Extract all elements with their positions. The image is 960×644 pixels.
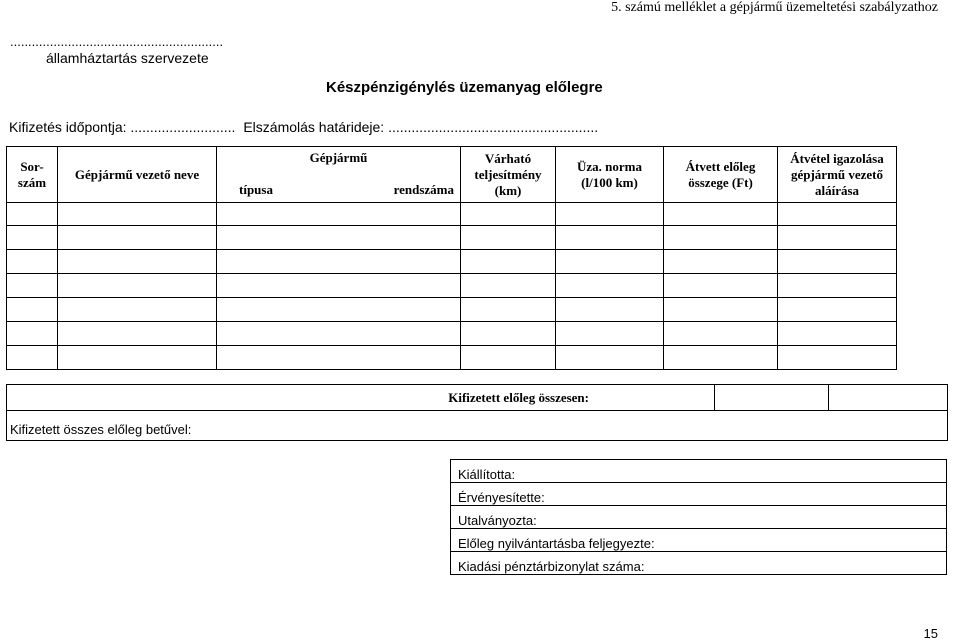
table-cell[interactable] — [58, 298, 217, 322]
table-row — [7, 226, 897, 250]
table-cell[interactable] — [461, 250, 556, 274]
validated-by-field[interactable] — [451, 483, 947, 506]
table-cell[interactable] — [217, 346, 461, 370]
page-number: 15 — [923, 626, 938, 641]
table-cell[interactable] — [7, 250, 58, 274]
table-cell[interactable] — [7, 226, 58, 250]
table-cell[interactable] — [461, 322, 556, 346]
fuel-norm-label: Üza. norma (l/100 km) — [577, 158, 642, 190]
table-cell[interactable] — [778, 274, 897, 298]
advance-request-table — [6, 146, 897, 370]
table-cell[interactable] — [217, 203, 461, 226]
issued-by-label: Kiállította: — [458, 467, 516, 482]
voucher-number-field[interactable] — [451, 552, 947, 575]
payment-date-label: Kifizetés időpontja: ........................... — [9, 119, 236, 135]
settlement-deadline-label: Elszámolás határideje: ...................................................... — [243, 119, 599, 135]
table-cell[interactable] — [778, 322, 897, 346]
validated-by-label: Érvényesítette: — [458, 490, 545, 505]
table-cell[interactable] — [778, 203, 897, 226]
table-cell[interactable] — [556, 203, 664, 226]
payment-info-line — [9, 119, 602, 135]
table-cell[interactable] — [556, 298, 664, 322]
header-vehicle-plate: rendszáma — [337, 169, 461, 203]
table-cell[interactable] — [461, 346, 556, 370]
table-cell[interactable] — [778, 346, 897, 370]
total-advance-label: Kifizetett előleg összesen: — [7, 385, 715, 411]
table-cell[interactable] — [664, 274, 778, 298]
signature-table — [450, 459, 947, 575]
voucher-number-label: Kiadási pénztárbizonylat száma: — [458, 559, 645, 574]
summary-table — [6, 384, 948, 441]
table-cell[interactable] — [461, 203, 556, 226]
table-row — [7, 298, 897, 322]
header-expected-km: Várható teljesítmény (km) — [461, 147, 556, 203]
table-cell[interactable] — [664, 298, 778, 322]
table-cell[interactable] — [778, 250, 897, 274]
table-row — [7, 322, 897, 346]
table-cell[interactable] — [7, 203, 58, 226]
table-cell[interactable] — [556, 322, 664, 346]
table-row — [7, 203, 897, 226]
issued-by-field[interactable] — [451, 460, 947, 483]
table-cell[interactable] — [664, 322, 778, 346]
table-cell[interactable] — [7, 346, 58, 370]
table-cell[interactable] — [664, 203, 778, 226]
table-cell[interactable] — [58, 203, 217, 226]
table-cell[interactable] — [217, 250, 461, 274]
table-cell[interactable] — [7, 322, 58, 346]
header-serial-number: Sor- szám — [7, 147, 58, 203]
table-cell[interactable] — [58, 322, 217, 346]
table-cell[interactable] — [217, 322, 461, 346]
table-cell[interactable] — [556, 346, 664, 370]
header-driver-name: Gépjármű vezető neve — [58, 147, 217, 203]
org-name-label: államháztartás szervezete — [46, 50, 209, 66]
table-cell[interactable] — [778, 298, 897, 322]
table-cell[interactable] — [58, 274, 217, 298]
table-cell[interactable] — [7, 274, 58, 298]
document-reference: 5. számú melléklet a gépjármű üzemeltetési szabályzathoz — [611, 0, 938, 15]
table-cell[interactable] — [217, 298, 461, 322]
table-cell[interactable] — [664, 226, 778, 250]
table-cell[interactable] — [461, 226, 556, 250]
table-row — [7, 274, 897, 298]
total-advance-empty — [829, 385, 948, 411]
recorded-by-label: Előleg nyilvántartásba feljegyezte: — [458, 536, 655, 551]
total-advance-value[interactable] — [715, 385, 829, 411]
table-cell[interactable] — [664, 250, 778, 274]
header-fuel-norm — [556, 147, 664, 203]
header-advance-amount: Átvett előleg összege (Ft) — [664, 147, 778, 203]
header-vehicle-type: típusa — [217, 169, 337, 203]
advance-in-words-field[interactable] — [7, 411, 948, 441]
table-cell[interactable] — [461, 274, 556, 298]
table-cell[interactable] — [58, 346, 217, 370]
table-cell[interactable] — [217, 226, 461, 250]
table-cell[interactable] — [664, 346, 778, 370]
table-cell[interactable] — [217, 274, 461, 298]
table-cell[interactable] — [58, 226, 217, 250]
approved-by-label: Utalványozta: — [458, 513, 537, 528]
header-vehicle: Gépjármű — [217, 147, 461, 169]
table-cell[interactable] — [58, 250, 217, 274]
approved-by-field[interactable] — [451, 506, 947, 529]
table-cell[interactable] — [778, 226, 897, 250]
org-name-blank: ........................................................... — [10, 34, 224, 49]
table-cell[interactable] — [7, 298, 58, 322]
advance-in-words-label: Kifizetett összes előleg betűvel: — [10, 422, 192, 437]
table-cell[interactable] — [461, 298, 556, 322]
header-receipt-signature: Átvétel igazolása gépjármű vezető aláírása — [778, 147, 897, 203]
recorded-by-field[interactable] — [451, 529, 947, 552]
document-title: Készpénzigénylés üzemanyag előlegre — [326, 79, 603, 96]
table-cell[interactable] — [556, 226, 664, 250]
table-row — [7, 346, 897, 370]
table-row — [7, 250, 897, 274]
table-cell[interactable] — [556, 274, 664, 298]
table-cell[interactable] — [556, 250, 664, 274]
